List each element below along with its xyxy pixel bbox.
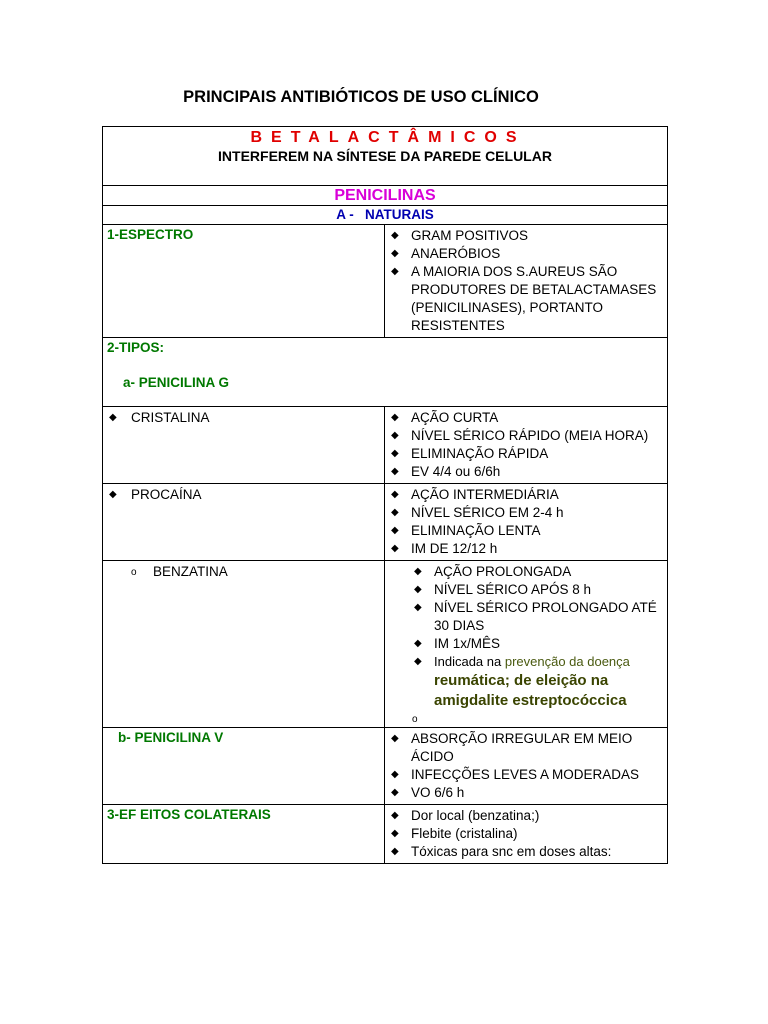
page-title: PRINCIPAIS ANTIBIÓTICOS DE USO CLÍNICO <box>183 88 539 106</box>
diamond-bullet-icon: ◆ <box>391 525 399 536</box>
header-subtitle: INTERFEREM NA SÍNTESE DA PAREDE CELULAR <box>218 148 552 164</box>
list-item: ◆ Indicada na prevenção da doença reumática; de eleição na amigdalite estreptocóccica <box>414 654 630 709</box>
penicilina-v-list <box>385 728 667 804</box>
list-item: ◆ ABSORÇÃO IRREGULAR EM MEIO ÁCIDO <box>391 731 633 764</box>
list-item: ◆ A MAIORIA DOS S.AUREUS SÃO PRODUTORES DE BETALACTAMASES (PENICILINASES), PORTANTO RESISTENTES <box>391 264 657 333</box>
list-item: ◆ ELIMINAÇÃO RÁPIDA <box>391 446 549 461</box>
diamond-bullet-icon: ◆ <box>391 810 399 821</box>
list-item: ◆ AÇÃO CURTA <box>391 410 499 425</box>
diamond-bullet-icon: ◆ <box>391 733 399 744</box>
diamond-bullet-icon: ◆ <box>391 769 399 780</box>
diamond-bullet-icon: ◆ <box>391 430 399 441</box>
diamond-bullet-icon: ◆ <box>391 412 399 423</box>
diamond-bullet-icon: ◆ <box>391 787 399 798</box>
diamond-bullet-icon: ◆ <box>391 489 399 500</box>
list-item: ◆ GRAM POSITIVOS <box>391 228 529 243</box>
diamond-bullet-icon: ◆ <box>414 656 422 667</box>
list-item: ◆ Flebite (cristalina) <box>391 826 518 841</box>
list-item: ◆ AÇÃO INTERMEDIÁRIA <box>391 487 559 502</box>
diamond-bullet-icon: ◆ <box>109 412 117 423</box>
header-cell <box>103 127 668 186</box>
diamond-bullet-icon: ◆ <box>414 638 422 649</box>
circle-bullet-icon: o <box>131 567 137 578</box>
diamond-bullet-icon: ◆ <box>414 566 422 577</box>
antibiotics-table <box>102 126 668 864</box>
diamond-bullet-icon: ◆ <box>391 507 399 518</box>
benzatina-list <box>385 561 667 713</box>
diamond-bullet-icon: ◆ <box>391 248 399 259</box>
penicilinas-row <box>103 186 668 206</box>
diamond-bullet-icon: ◆ <box>391 230 399 241</box>
diamond-bullet-icon: ◆ <box>414 584 422 595</box>
procaina-list <box>385 484 667 560</box>
list-item: ◆ Tóxicas para snc em doses altas: <box>391 844 612 859</box>
tipos-label: 2-TIPOS: <box>107 340 165 355</box>
diamond-bullet-icon: ◆ <box>414 602 422 613</box>
header-row <box>103 127 668 186</box>
diamond-bullet-icon: ◆ <box>391 448 399 459</box>
diamond-bullet-icon: ◆ <box>391 266 399 277</box>
espectro-row <box>103 225 668 338</box>
list-item: ◆ NÍVEL SÉRICO APÓS 8 h <box>414 582 592 597</box>
penicilina-v-row <box>103 728 668 805</box>
betalactamicos-heading: BETALACTÂMICOS <box>250 129 526 146</box>
list-item: ◆ ANAERÓBIOS <box>391 246 501 261</box>
naturais-heading: A - NATURAIS <box>336 207 434 222</box>
circle-bullet-icon: o <box>412 714 418 725</box>
espectro-label: 1-ESPECTRO <box>107 227 194 242</box>
list-item: ◆ IM 1x/MÊS <box>414 636 501 651</box>
diamond-bullet-icon: ◆ <box>391 543 399 554</box>
procaina-label: ◆ PROCAÍNA <box>109 487 202 502</box>
list-item: ◆ ELIMINAÇÃO LENTA <box>391 523 541 538</box>
espectro-list <box>385 225 667 337</box>
benzatina-row <box>103 561 668 728</box>
penicilina-v-label: b- PENICILINA V <box>118 730 224 745</box>
tipos-row <box>103 338 668 407</box>
diamond-bullet-icon: ◆ <box>391 828 399 839</box>
naturais-row <box>103 206 668 225</box>
list-item: ◆ EV 4/4 ou 6/6h <box>391 464 501 479</box>
list-item: ◆ Dor local (benzatina;) <box>391 808 540 823</box>
list-item: ◆ IM DE 12/12 h <box>391 541 498 556</box>
cristalina-row <box>103 407 668 484</box>
diamond-bullet-icon: ◆ <box>391 466 399 477</box>
procaina-row <box>103 484 668 561</box>
list-item: ◆ NÍVEL SÉRICO PROLONGADO ATÉ 30 DIAS <box>414 600 657 633</box>
list-item: ◆ AÇÃO PROLONGADA <box>414 564 572 579</box>
efeitos-list <box>385 805 667 863</box>
list-item: ◆ VO 6/6 h <box>391 785 465 800</box>
penicilina-g-label: a- PENICILINA G <box>123 375 230 390</box>
cristalina-list <box>385 407 667 483</box>
efeitos-label: 3-EF EITOS COLATERAIS <box>107 807 271 822</box>
indicada-highlight: reumática; de eleição na amigdalite estreptocóccica <box>434 672 627 709</box>
diamond-bullet-icon: ◆ <box>391 846 399 857</box>
list-item: ◆ NÍVEL SÉRICO EM 2-4 h <box>391 505 564 520</box>
efeitos-row <box>103 805 668 864</box>
cristalina-label: ◆ CRISTALINA <box>109 410 210 425</box>
benzatina-label: o BENZATINA <box>103 561 384 581</box>
penicilinas-heading: PENICILINAS <box>334 187 436 204</box>
list-item: ◆ INFECÇÕES LEVES A MODERADAS <box>391 767 640 782</box>
list-item: ◆ NÍVEL SÉRICO RÁPIDO (MEIA HORA) <box>391 428 649 443</box>
diamond-bullet-icon: ◆ <box>109 489 117 500</box>
